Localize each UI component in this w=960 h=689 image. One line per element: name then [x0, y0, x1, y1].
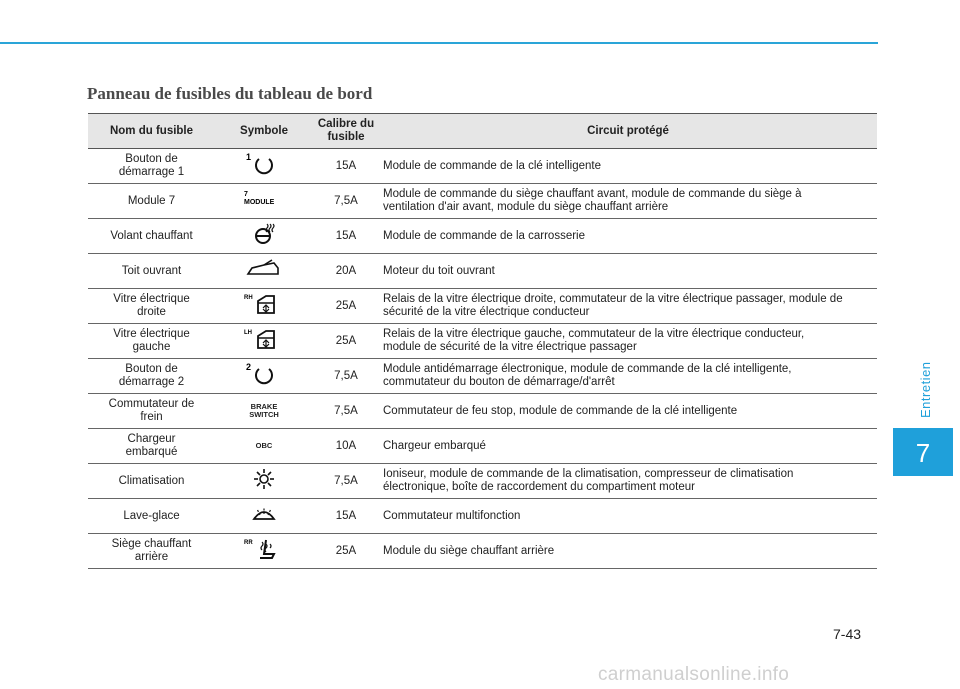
fuse-symbol: [215, 219, 313, 254]
fuse-name: Lave-glace: [88, 499, 215, 534]
table-row: [88, 324, 877, 359]
power-window-icon: [242, 326, 286, 352]
fuse-name: Bouton de démarrage 2: [88, 359, 215, 394]
fuse-circuit: Module de commande du siège chauffant avant, module de commande du siège à ventilation d'air avant, module du siège chauffant arrière: [379, 184, 877, 219]
table-header-row: [88, 114, 877, 149]
air-conditioning-icon: [242, 466, 286, 492]
fuse-name: Volant chauffant: [88, 219, 215, 254]
svg-text:7: 7: [244, 191, 248, 198]
watermark: carmanualsonline.info: [598, 664, 790, 685]
fuse-symbol: [215, 534, 313, 569]
fuse-name: Vitre électrique gauche: [88, 324, 215, 359]
fuse-rating: 7,5A: [313, 359, 379, 394]
sunroof-icon: [242, 256, 286, 282]
fuse-symbol: [215, 394, 313, 429]
fuse-rating: 15A: [313, 499, 379, 534]
table-row: [88, 289, 877, 324]
fuse-symbol: [215, 289, 313, 324]
fuse-circuit: Module de commande de la carrosserie: [379, 219, 877, 254]
fuse-circuit: Module de commande de la clé intelligente: [379, 149, 877, 184]
svg-text:LH: LH: [244, 330, 252, 336]
fuse-name: Climatisation: [88, 464, 215, 499]
fuse-symbol: [215, 149, 313, 184]
obc-icon: OBC: [255, 441, 273, 450]
fuse-rating: 7,5A: [313, 184, 379, 219]
fuse-symbol: [215, 254, 313, 289]
fuse-circuit: Ioniseur, module de commande de la climatisation, compresseur de climatisation électronique, boîte de raccordement du compartiment moteur: [379, 464, 877, 499]
fuse-circuit: Module antidémarrage électronique, module de commande de la clé intelligente, commutateur du bouton de démarrage/d'arrêt: [379, 359, 877, 394]
fuse-rating: 25A: [313, 324, 379, 359]
svg-text:RR: RR: [244, 540, 253, 546]
brake-switch-icon: BRAKE SWITCH: [249, 402, 279, 419]
power-window-icon: [242, 291, 286, 317]
fuse-circuit: Relais de la vitre électrique gauche, commutateur de la vitre électrique conducteur, module de sécurité de la vitre électrique passager: [379, 324, 877, 359]
table-row: [88, 359, 877, 394]
table-row: [88, 219, 877, 254]
svg-text:2: 2: [246, 362, 252, 372]
fuse-symbol: [215, 464, 313, 499]
start-button-icon: [242, 361, 286, 387]
fuse-rating: 15A: [313, 149, 379, 184]
start-button-icon: [242, 151, 286, 177]
fuse-name: Siège chauffant arrière: [88, 534, 215, 569]
fuse-name: Chargeur embarqué: [88, 429, 215, 464]
heated-seat-icon: [242, 536, 286, 562]
fuse-rating: 20A: [313, 254, 379, 289]
fuse-name: Toit ouvrant: [88, 254, 215, 289]
header-symbol: Symbole: [215, 114, 313, 149]
fuse-symbol: [215, 359, 313, 394]
svg-text:RH: RH: [244, 295, 253, 301]
table-row: [88, 534, 877, 569]
fuse-circuit: Commutateur de feu stop, module de commande de la clé intelligente: [379, 394, 877, 429]
fuse-circuit: Commutateur multifonction: [379, 499, 877, 534]
section-number: 7: [915, 438, 931, 468]
fuse-circuit: Module du siège chauffant arrière: [379, 534, 877, 569]
fuse-rating: 7,5A: [313, 464, 379, 499]
fuse-rating: 25A: [313, 289, 379, 324]
fuse-rating: 25A: [313, 534, 379, 569]
fuse-symbol: [215, 429, 313, 464]
heated-steering-icon: [242, 221, 286, 247]
table-row: [88, 254, 877, 289]
fuse-symbol: [215, 184, 313, 219]
fuse-name: Module 7: [88, 184, 215, 219]
table-row: [88, 149, 877, 184]
header-name: Nom du fusible: [88, 114, 215, 149]
page-number: 7-43: [833, 626, 862, 642]
fuse-name: Commutateur de frein: [88, 394, 215, 429]
fuse-name: Bouton de démarrage 1: [88, 149, 215, 184]
fuse-rating: 7,5A: [313, 394, 379, 429]
table-row: [88, 394, 877, 429]
table-row: [88, 464, 877, 499]
page-title: Panneau de fusibles du tableau de bord: [87, 84, 373, 103]
washer-icon: [242, 501, 286, 527]
fuse-circuit: Moteur du toit ouvrant: [379, 254, 877, 289]
fuse-circuit: Relais de la vitre électrique droite, commutateur de la vitre électrique passager, module de sécurité de la vitre électrique conducteur: [379, 289, 877, 324]
header-rating: Calibre du fusible: [313, 114, 379, 149]
fuse-symbol: [215, 324, 313, 359]
fuse-name: Vitre électrique droite: [88, 289, 215, 324]
table-row: [88, 429, 877, 464]
svg-text:MODULE: MODULE: [244, 199, 275, 206]
table-row: [88, 184, 877, 219]
fuse-table: [88, 113, 877, 569]
fuse-rating: 15A: [313, 219, 379, 254]
svg-text:1: 1: [246, 152, 252, 162]
table-row: [88, 499, 877, 534]
fuse-circuit: Chargeur embarqué: [379, 429, 877, 464]
section-label: Entretien: [918, 361, 933, 419]
section-tab: [893, 428, 953, 476]
top-rule: [0, 42, 878, 44]
header-circuit: Circuit protégé: [379, 114, 877, 149]
module-icon: [242, 186, 286, 212]
fuse-rating: 10A: [313, 429, 379, 464]
fuse-symbol: [215, 499, 313, 534]
